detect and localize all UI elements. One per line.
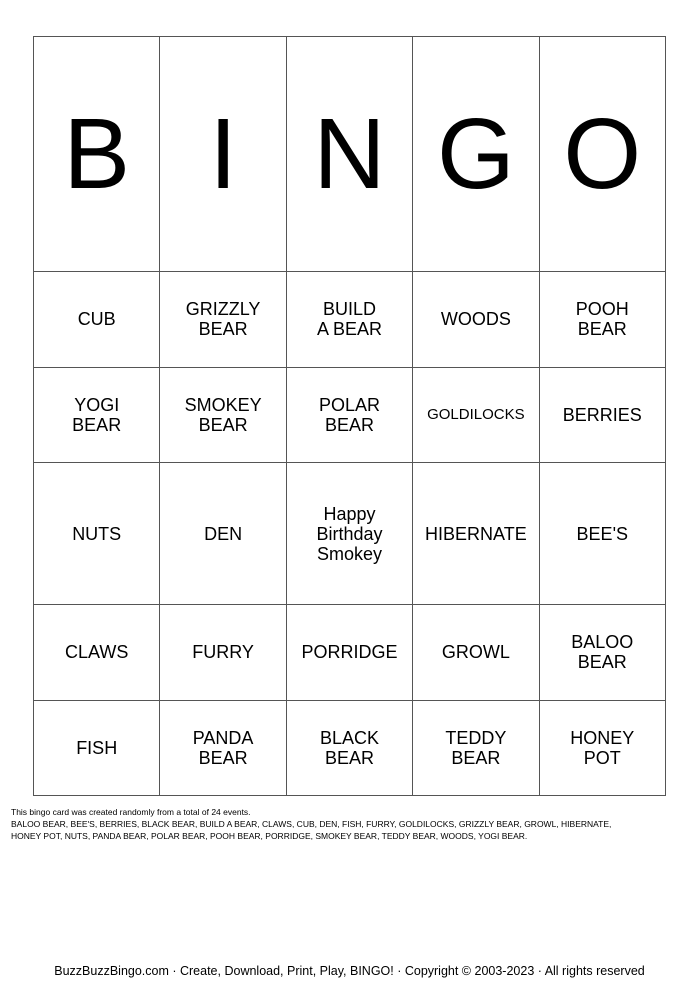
bingo-row (34, 367, 666, 462)
bingo-cell: CUB (34, 272, 160, 367)
bingo-cell: YOGI BEAR (34, 367, 160, 462)
bingo-cell: GRIZZLY BEAR (160, 272, 286, 367)
bingo-cell: BALOO BEAR (539, 605, 665, 700)
bingo-card (33, 36, 666, 796)
bingo-row (34, 463, 666, 605)
bingo-row (34, 700, 666, 795)
notes-intro: This bingo card was created randomly from a total of 24 events. (11, 807, 251, 817)
page-footer: BuzzBuzzBingo.com · Create, Download, Print, Play, BINGO! · Copyright © 2003-2023 · All rights reserved (54, 964, 645, 978)
bingo-cell: BLACK BEAR (286, 700, 412, 795)
bingo-cell: FISH (34, 700, 160, 795)
bingo-cell: POLAR BEAR (286, 367, 412, 462)
bingo-cell: NUTS (34, 463, 160, 605)
bingo-cell: TEDDY BEAR (413, 700, 539, 795)
bingo-cell: HIBERNATE (413, 463, 539, 605)
bingo-cell: POOH BEAR (539, 272, 665, 367)
bingo-row (34, 605, 666, 700)
bingo-cell: DEN (160, 463, 286, 605)
bingo-cell: FURRY (160, 605, 286, 700)
header-letter-n: N (286, 37, 412, 272)
header-letter-g: G (413, 37, 539, 272)
notes-event-list-line-1: BALOO BEAR, BEE'S, BERRIES, BLACK BEAR, BUILD A BEAR, CLAWS, CUB, DEN, FISH, FURRY, GOLDILOCKS, GRIZZLY BEAR, GROWL, HIBERNATE, (11, 819, 612, 829)
bingo-cell: BUILD A BEAR (286, 272, 412, 367)
bingo-row (34, 272, 666, 367)
bingo-header-row (34, 37, 666, 272)
bingo-center-cell: Happy Birthday Smokey (286, 463, 412, 605)
bingo-cell: GOLDILOCKS (413, 367, 539, 462)
header-letter-o: O (539, 37, 665, 272)
bingo-cell: GROWL (413, 605, 539, 700)
notes-event-list-line-2: HONEY POT, NUTS, PANDA BEAR, POLAR BEAR, POOH BEAR, PORRIDGE, SMOKEY BEAR, TEDDY BEAR, WOODS, YOGI BEAR. (11, 831, 528, 841)
header-letter-b: B (34, 37, 160, 272)
header-letter-i: I (160, 37, 286, 272)
bingo-cell: CLAWS (34, 605, 160, 700)
bingo-cell: PORRIDGE (286, 605, 412, 700)
bingo-cell: HONEY POT (539, 700, 665, 795)
bingo-cell: WOODS (413, 272, 539, 367)
card-notes (11, 806, 691, 842)
bingo-cell: SMOKEY BEAR (160, 367, 286, 462)
bingo-cell: BEE'S (539, 463, 665, 605)
bingo-cell: PANDA BEAR (160, 700, 286, 795)
bingo-cell: BERRIES (539, 367, 665, 462)
